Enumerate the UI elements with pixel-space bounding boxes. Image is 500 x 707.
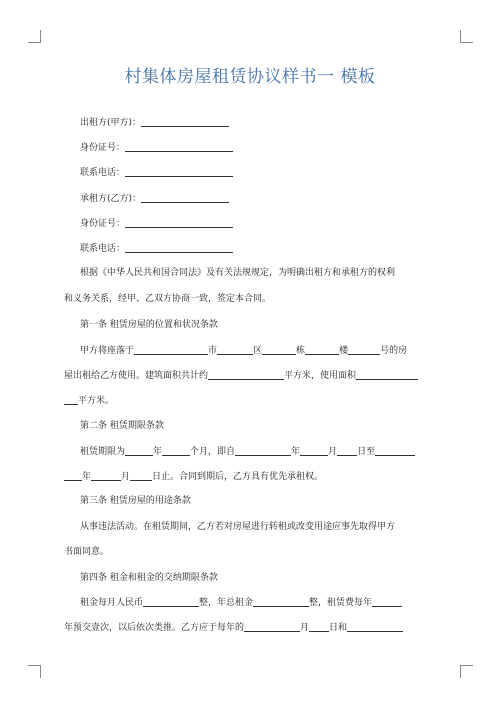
article-3-heading: 第三条 租赁房屋的用途条款 [80, 496, 191, 506]
field-label: 联系电话： [80, 168, 126, 178]
crop-mark-bottom-right [460, 665, 473, 678]
fill-blank[interactable] [141, 116, 229, 127]
fill-blank[interactable] [253, 596, 309, 607]
intro-line-2: 和义务关系，经甲、乙双方协商一致，签定本合同。 [64, 294, 272, 304]
fill-blank[interactable] [134, 344, 208, 355]
fill-blank[interactable] [125, 166, 233, 177]
text: 租赁期限为 [80, 447, 126, 457]
text: 月 [121, 472, 131, 482]
article-1-line-2 [64, 369, 438, 382]
article-3-line-2: 书面同意。 [64, 547, 110, 557]
text: 日和 [329, 623, 348, 633]
field-label: 身份证号： [80, 143, 126, 153]
field-label: 联系电话： [80, 244, 126, 254]
text: 屋出租给乙方使用。建筑面积共计约 [64, 371, 209, 381]
crop-mark-bottom-left [28, 665, 41, 678]
article-4-line-2 [64, 621, 438, 634]
text: 月 [300, 623, 310, 633]
fill-blank[interactable] [356, 369, 418, 380]
field-label: 出租方(甲方)： [80, 118, 142, 128]
article-4-line-1 [80, 596, 454, 609]
fill-blank[interactable] [143, 596, 199, 607]
text: 整，年总租金 [199, 598, 254, 608]
field-label: 承租方(乙方)： [80, 194, 142, 204]
text: 年预交壹次，以后依次类推。乙方应于每年的 [64, 623, 245, 633]
text: 栋 [296, 346, 306, 356]
crop-mark-top-right [460, 30, 473, 43]
fill-blank[interactable] [162, 445, 190, 456]
fill-blank[interactable] [64, 470, 82, 481]
fill-blank[interactable] [217, 344, 253, 355]
fill-blank[interactable] [300, 445, 328, 456]
fill-blank[interactable] [372, 596, 402, 607]
text: 市 [208, 346, 218, 356]
text: 个月，即自 [190, 447, 236, 457]
field-lessee [80, 192, 454, 205]
fill-blank[interactable] [337, 445, 357, 456]
text: 年 [82, 472, 92, 482]
fill-blank[interactable] [375, 445, 415, 456]
field-lessor [80, 116, 454, 129]
fill-blank[interactable] [125, 217, 233, 228]
text: 平方米。 [78, 396, 115, 406]
fill-blank[interactable] [125, 242, 233, 253]
fill-blank[interactable] [141, 192, 229, 203]
field-lessor-phone [80, 166, 454, 179]
text: 日至 [357, 447, 376, 457]
article-4-heading: 第四条 租金和租金的交纳期限条款 [80, 573, 218, 583]
article-3-line-1: 从事违法活动。在租赁期间，乙方若对房屋进行转租或改变用途应事先取得甲方 [80, 522, 396, 532]
text: 租金每月人民币 [80, 598, 144, 608]
article-1-line-3 [64, 394, 438, 407]
field-lessor-id [80, 141, 454, 154]
field-lessee-phone [80, 242, 454, 255]
crop-mark-top-left [28, 30, 41, 43]
article-2-line-2 [64, 470, 438, 483]
fill-blank[interactable] [244, 621, 300, 632]
fill-blank[interactable] [125, 141, 233, 152]
fill-blank[interactable] [348, 344, 380, 355]
fill-blank[interactable] [305, 344, 339, 355]
intro-line-1: 根据《中华人民共和国合同法》及有关法规规定，为明确出租方和承租方的权利 [80, 268, 396, 278]
text: 甲方将座落于 [80, 346, 135, 356]
document-title: 村集体房屋租赁协议样书一 模板 [124, 67, 376, 87]
article-1-heading: 第一条 租赁房屋的位置和状况条款 [80, 320, 218, 330]
article-1-line-1 [80, 344, 454, 357]
fill-blank[interactable] [64, 394, 78, 405]
text: 年 [291, 447, 301, 457]
text: 月 [328, 447, 338, 457]
fill-blank[interactable] [91, 470, 121, 481]
fill-blank[interactable] [309, 621, 329, 632]
field-label: 身份证号： [80, 219, 126, 229]
text: 区 [253, 346, 263, 356]
text: 日止。合同到期后，乙方具有优先承租权。 [152, 472, 324, 482]
text: 号的房 [380, 346, 408, 356]
text: 整，租赁费每年 [309, 598, 373, 608]
fill-blank[interactable] [130, 470, 152, 481]
text: 平方米，使用面积 [284, 371, 357, 381]
fill-blank[interactable] [125, 445, 153, 456]
fill-blank[interactable] [235, 445, 291, 456]
field-lessee-id [80, 217, 454, 230]
fill-blank[interactable] [262, 344, 296, 355]
text: 楼 [339, 346, 349, 356]
article-2-line-1 [80, 445, 454, 458]
fill-blank[interactable] [347, 621, 403, 632]
fill-blank[interactable] [208, 369, 284, 380]
text: 年 [153, 447, 163, 457]
article-2-heading: 第二条 租赁期限条款 [80, 421, 164, 431]
